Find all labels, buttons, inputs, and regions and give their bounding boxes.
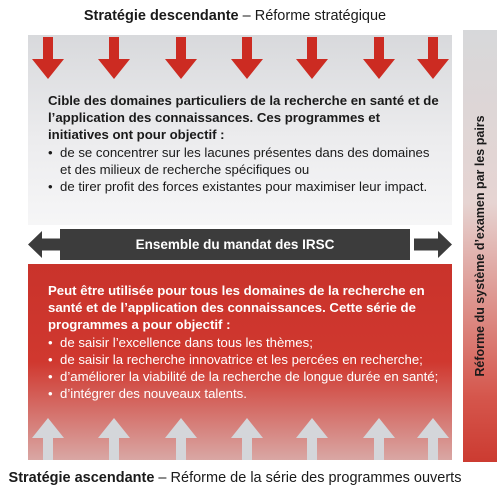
bottom-caption-subtitle: – Réforme de la série des programmes ouverts [154, 470, 462, 486]
up-arrow-icon [32, 418, 64, 460]
top-down-intro: Cible des domaines particuliers de la recherche en santé et de l’application des connaissances. Ces programmes et initiatives ont pour objectif : [48, 93, 439, 142]
down-arrow-icon [32, 37, 64, 79]
bottom-up-description [48, 282, 443, 402]
mandate-bar: Ensemble du mandat des IRSC [60, 229, 410, 260]
up-arrow-icon [363, 418, 395, 460]
bottom-caption-strategy: Stratégie ascendante [8, 470, 155, 486]
top-down-bullet: • de se concentrer sur les lacunes présentes dans des domaines et des milieux de recherche spécifiques ou [48, 144, 443, 178]
down-arrow-icon [417, 37, 449, 79]
top-caption [0, 8, 470, 24]
up-arrow-icon [296, 418, 328, 460]
down-arrow-icon [363, 37, 395, 79]
bottom-up-bullet: • d’améliorer la viabilité de la recherche de longue durée en santé; [48, 368, 443, 385]
down-arrow-icon [165, 37, 197, 79]
down-arrow-icon [296, 37, 328, 79]
bottom-up-bullet: • de saisir l’excellence dans tous les thèmes; [48, 334, 443, 351]
top-down-bullet-list [48, 144, 443, 195]
down-arrow-row [28, 37, 452, 79]
up-arrow-row [28, 418, 452, 460]
bottom-up-bullet-list [48, 334, 443, 402]
bottom-up-intro: Peut être utilisée pour tous les domaines de la recherche en santé et de l’application des connaissances. Cette série de programmes a pour objectif : [48, 283, 425, 332]
top-caption-subtitle: – Réforme stratégique [238, 8, 387, 24]
bottom-up-bullet: • d’intégrer des nouveaux talents. [48, 385, 443, 402]
right-arrow-icon [414, 229, 452, 260]
down-arrow-icon [98, 37, 130, 79]
top-caption-strategy: Stratégie descendante [83, 8, 239, 24]
top-down-description [48, 92, 443, 195]
left-arrow-icon [28, 229, 62, 260]
bottom-caption [0, 470, 470, 486]
peer-review-side-label: Réforme du système d’examen par les pairs [473, 115, 487, 377]
down-arrow-icon [231, 37, 263, 79]
up-arrow-icon [231, 418, 263, 460]
bottom-up-bullet: • de saisir la recherche innovatrice et les percées en recherche; [48, 351, 443, 368]
up-arrow-icon [165, 418, 197, 460]
up-arrow-icon [98, 418, 130, 460]
up-arrow-icon [417, 418, 449, 460]
top-down-bullet: • de tirer profit des forces existantes pour maximiser leur impact. [48, 178, 443, 195]
